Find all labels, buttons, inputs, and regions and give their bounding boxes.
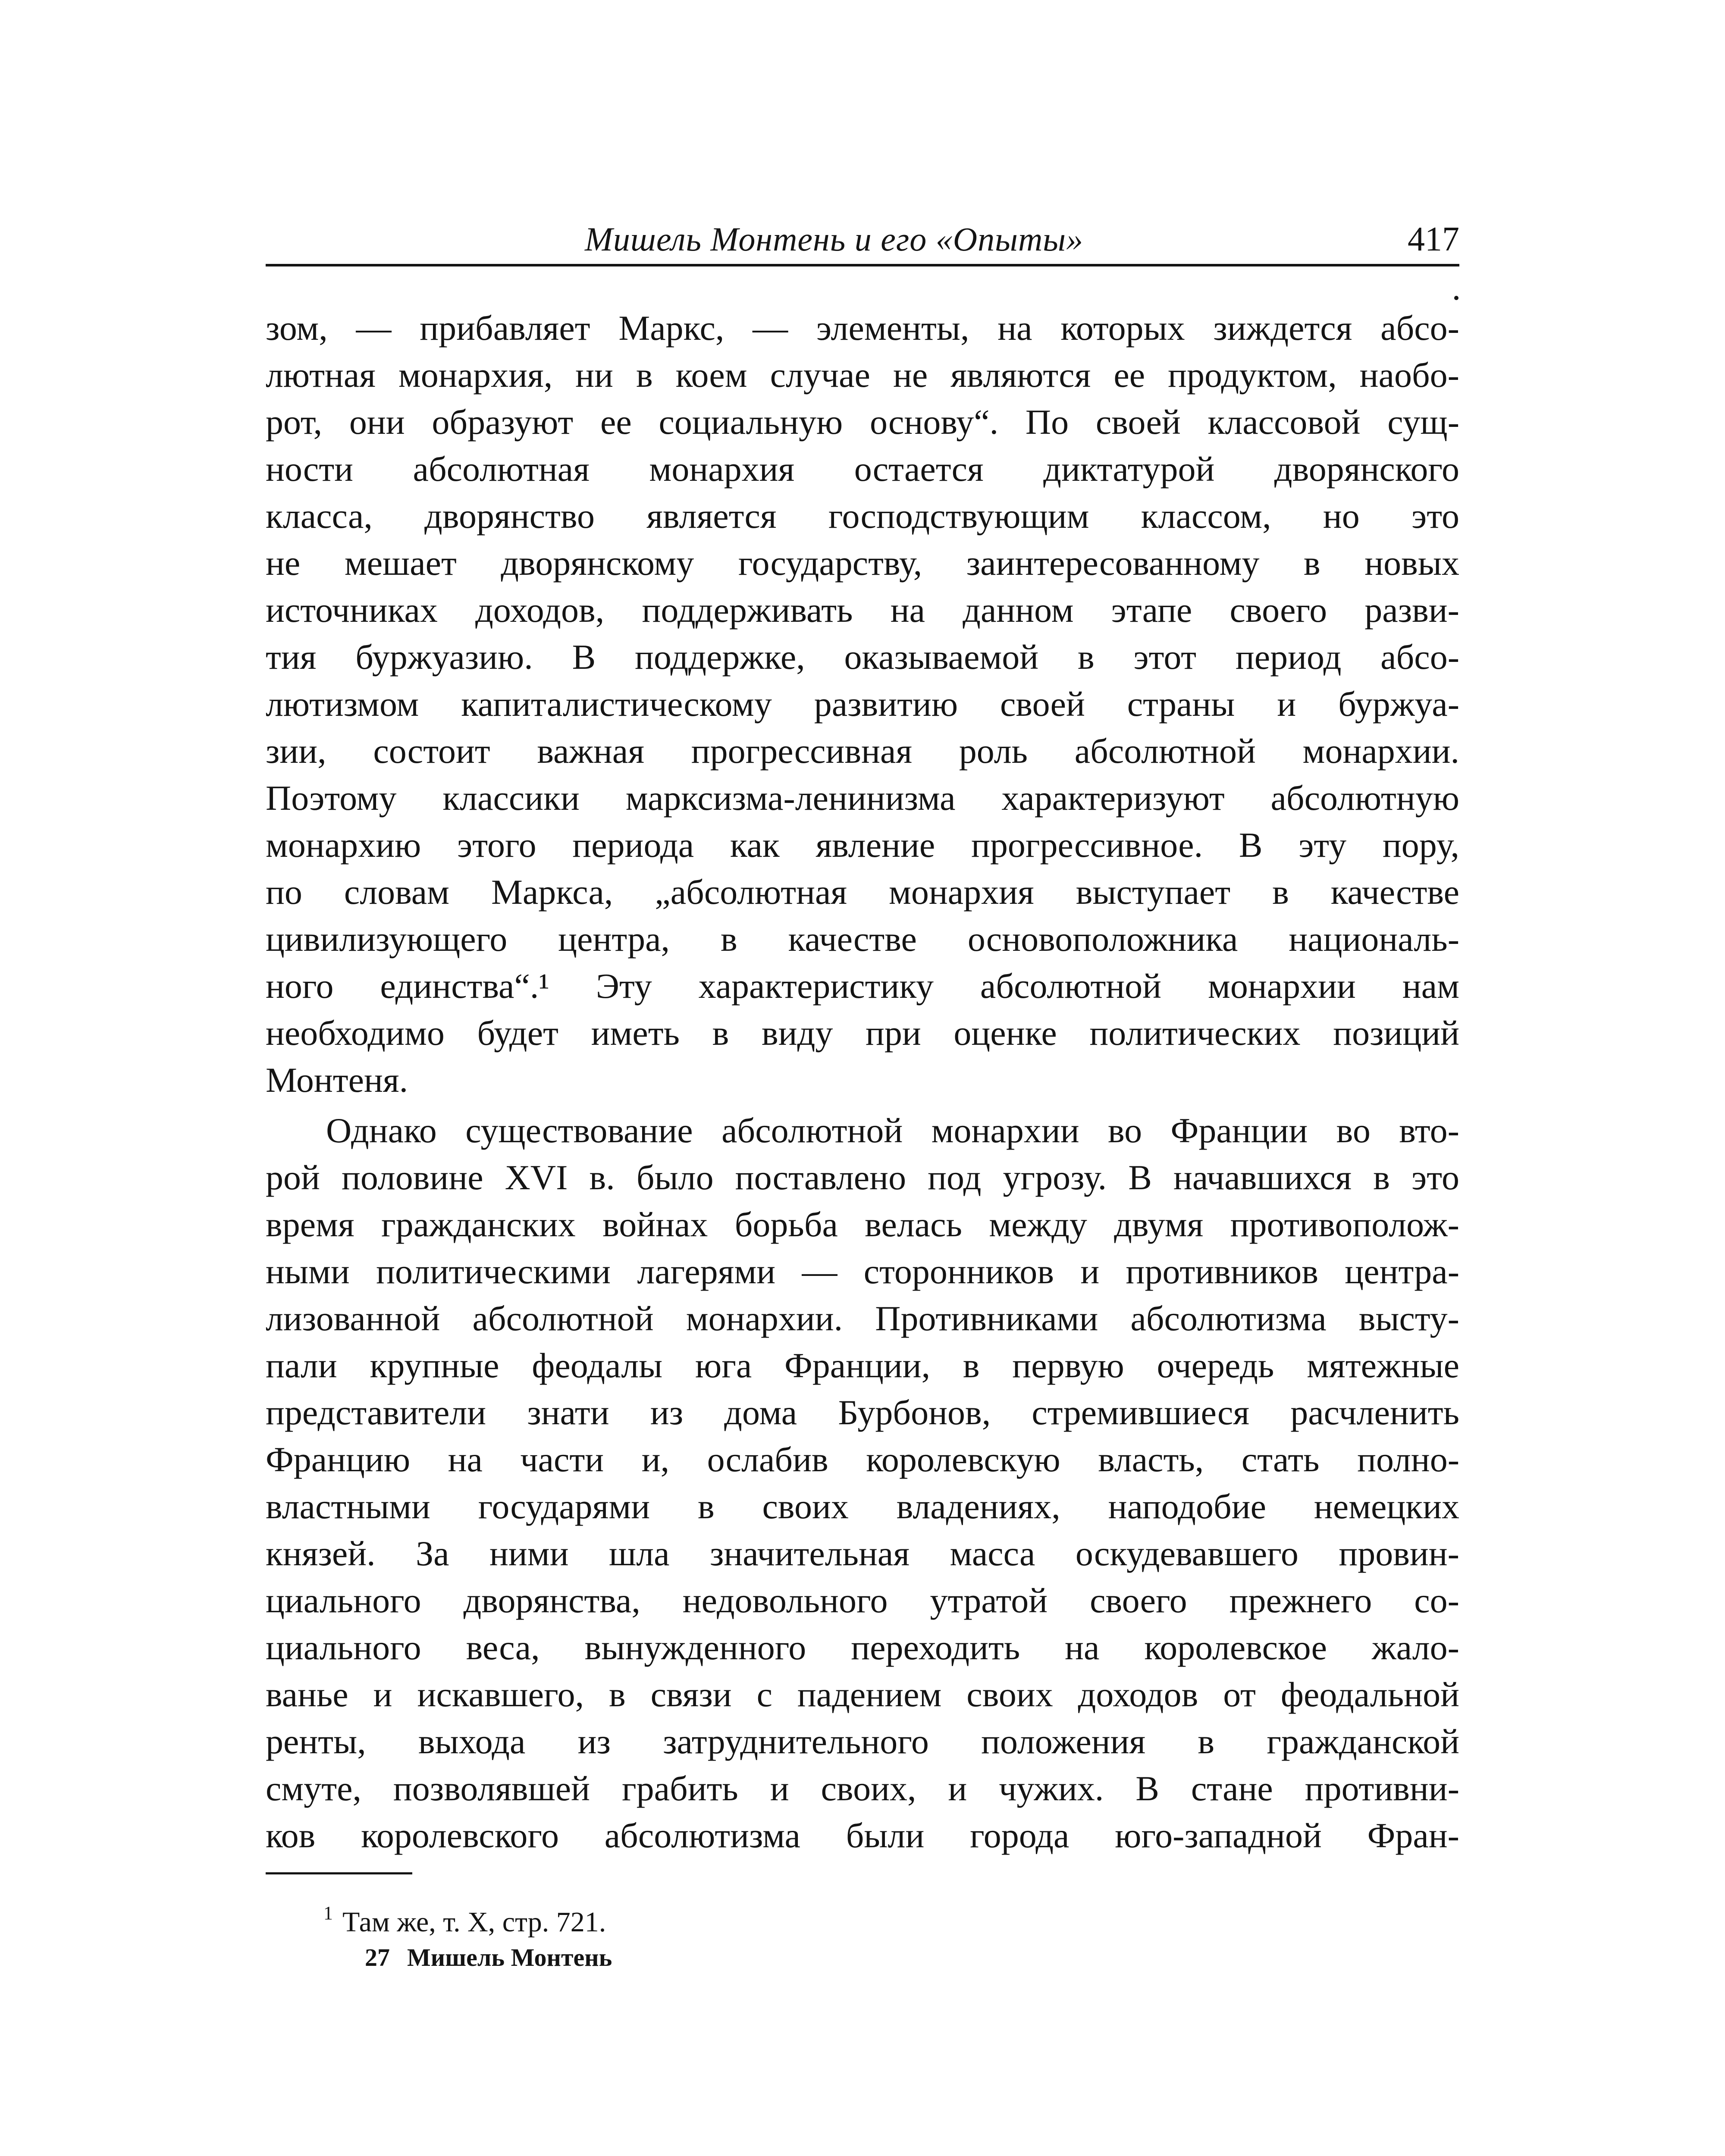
footnote-rule (266, 1872, 412, 1874)
text-line: Францию на части и, ослабив королевскую власть, стать полно- (266, 1440, 1459, 1479)
text-line: ными политическими лагерями — сторонников и противников центра- (266, 1252, 1459, 1291)
text-line: не мешает дворянскому государству, заинтересованному в новых (266, 543, 1459, 583)
page-number: 417 (1408, 220, 1459, 258)
text-line: князей. За ними шла значительная масса оскудевавшего провин- (266, 1534, 1459, 1573)
stray-dot (1454, 296, 1458, 300)
text-line: цивилизующего центра, в качестве основоположника националь- (266, 919, 1459, 959)
text-line: зом, — прибавляет Маркс, — элементы, на которых зиждется абсо- (266, 308, 1459, 348)
footnote (323, 1894, 606, 1942)
text-line: по словам Маркса, „абсолютная монархия выступает в качестве (266, 872, 1459, 912)
text-line: Поэтому классики марксизма-ленинизма характеризуют абсолютную (266, 778, 1459, 818)
text-line: Однако существование абсолютной монархии во Франции во вто- (326, 1111, 1459, 1150)
text-line: тия буржуазию. В поддержке, оказываемой в этот период абсо- (266, 637, 1459, 677)
text-line: властными государями в своих владениях, наподобие немецких (266, 1487, 1459, 1526)
text-line: необходимо будет иметь в виду при оценке политических позиций (266, 1013, 1459, 1053)
signature-text: Мишель Монтень (407, 1943, 612, 1971)
text-line: зии, состоит важная прогрессивная роль абсолютной монархии. (266, 731, 1459, 771)
text-line: циального дворянства, недовольного утратой своего прежнего со- (266, 1581, 1459, 1620)
text-line: рот, они образуют ее социальную основу“. По своей классовой сущ- (266, 402, 1459, 442)
text-line: монархию этого периода как явление прогрессивное. В эту пору, (266, 825, 1459, 865)
footnote-mark: 1 (323, 1902, 333, 1924)
paragraph-1 (266, 304, 1459, 1103)
paragraph-2 (266, 1107, 1459, 1859)
text-line: смуте, позволявшей грабить и своих, и чужих. В стане противни- (266, 1769, 1459, 1808)
text-line: класса, дворянство является господствующим классом, но это (266, 496, 1459, 536)
text-line: ренты, выхода из затруднительного положения в гражданской (266, 1722, 1459, 1761)
text-line: лизованной абсолютной монархии. Противниками абсолютизма высту- (266, 1299, 1459, 1338)
text-line: пали крупные феодалы юга Франции, в первую очередь мятежные (266, 1346, 1459, 1385)
text-line: ного единства“.¹ Эту характеристику абсолютной монархии нам (266, 966, 1459, 1006)
text-line: циального веса, вынужденного переходить на королевское жало- (266, 1628, 1459, 1667)
header-rule (266, 264, 1459, 266)
running-header (266, 216, 1459, 263)
body-text (266, 304, 1459, 1859)
footnote-text: Там же, т. X, стр. 721. (342, 1906, 606, 1938)
text-line: время гражданских войнах борьба велась между двумя противополож- (266, 1205, 1459, 1244)
paragraph-gap (266, 1103, 1459, 1107)
signature-number: 27 (365, 1943, 390, 1971)
text-line: лютная монархия, ни в коем случае не являются ее продуктом, наобо- (266, 355, 1459, 395)
text-line: источниках доходов, поддерживать на данном этапе своего разви- (266, 590, 1459, 630)
text-line: ванье и искавшего, в связи с падением своих доходов от феодальной (266, 1675, 1459, 1714)
text-line: Монтеня. (266, 1060, 408, 1100)
text-line: рой половине XVI в. было поставлено под угрозу. В начавшихся в это (266, 1158, 1459, 1197)
text-line: представители знати из дома Бурбонов, стремившиеся расчленить (266, 1393, 1459, 1432)
text-line: ности абсолютная монархия остается диктатурой дворянского (266, 449, 1459, 489)
running-title: Мишель Монтень и его «Опыты» (585, 220, 1084, 258)
text-line: лютизмом капиталистическому развитию своей страны и буржуа- (266, 684, 1459, 724)
text-line: ков королевского абсолютизма были города юго-западной Фран- (266, 1816, 1459, 1855)
printer-signature (365, 1940, 612, 1975)
